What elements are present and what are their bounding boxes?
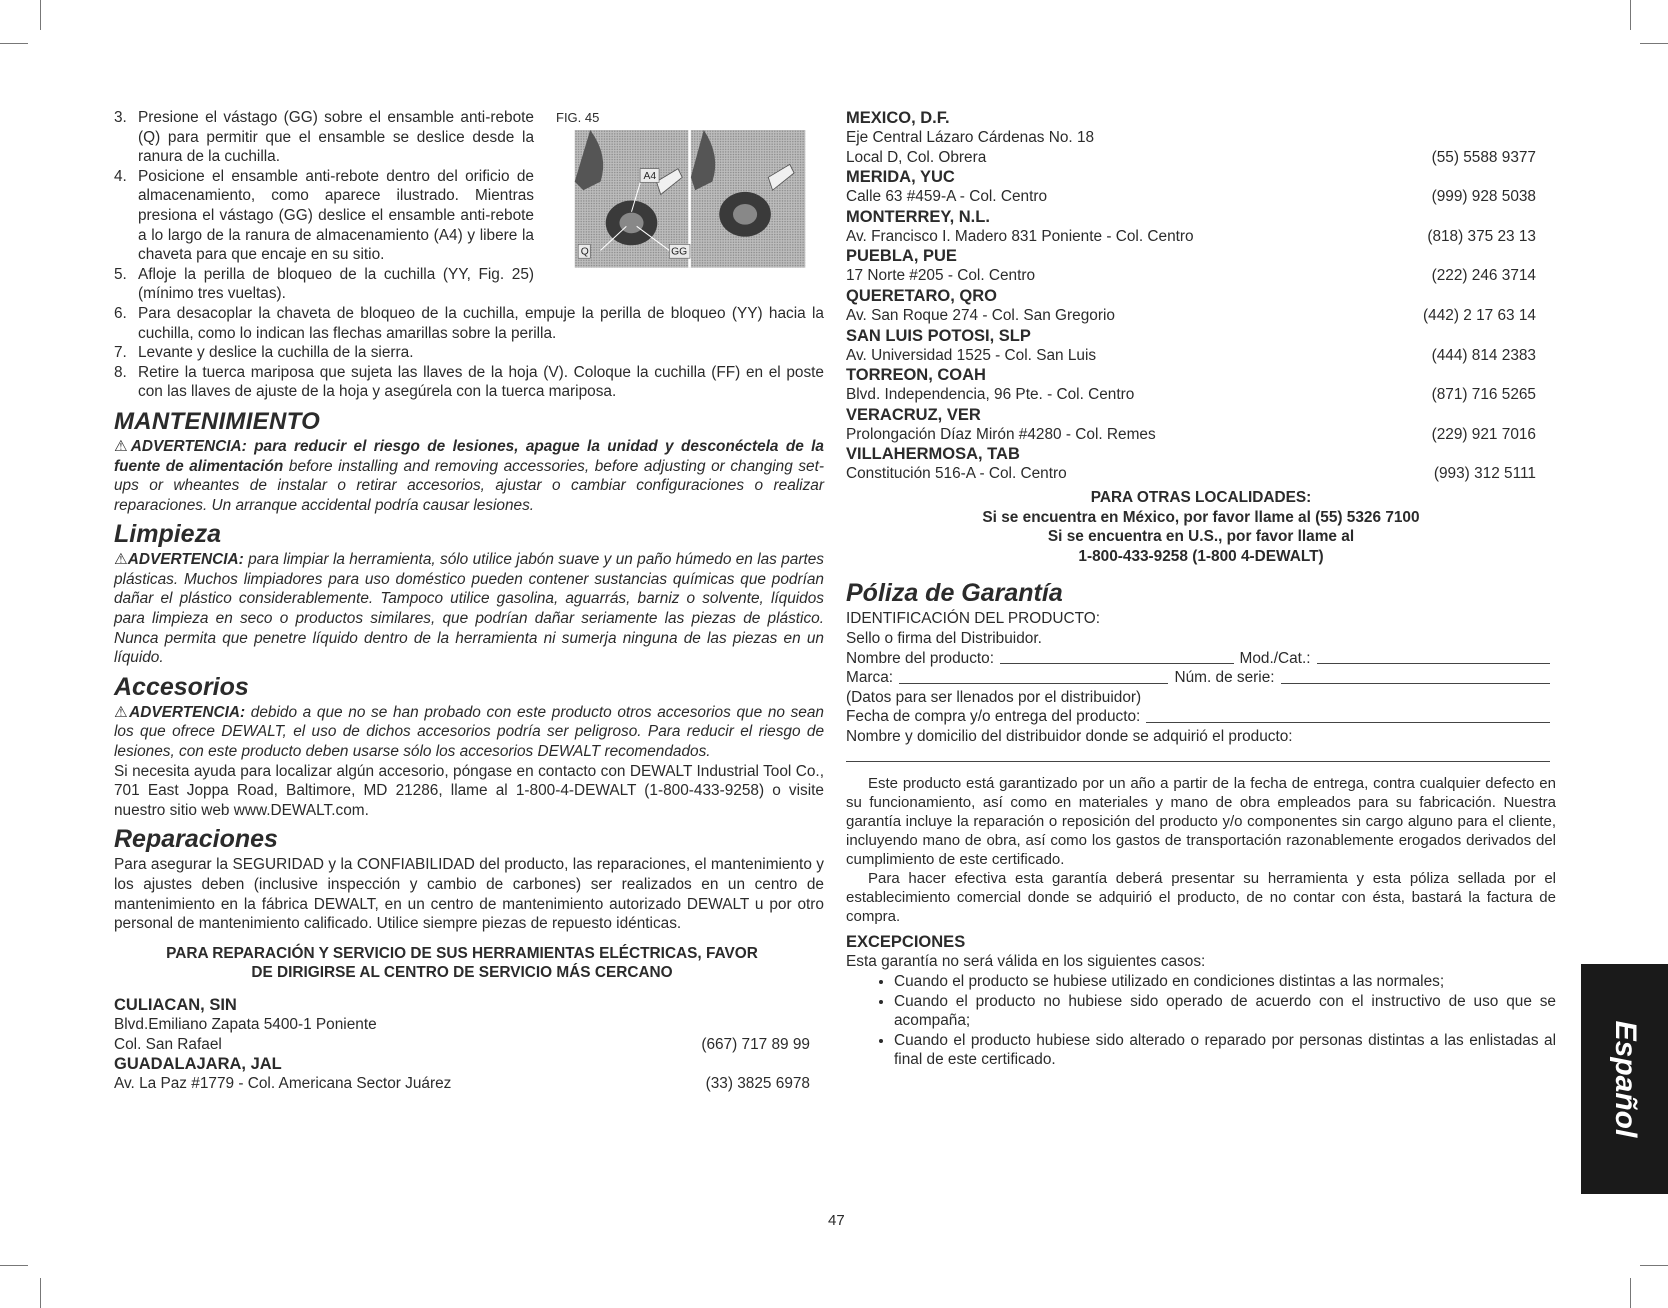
phone-number: (444) 814 2383 (1431, 346, 1536, 364)
page-number: 47 (828, 1212, 845, 1229)
warning-icon: ⚠ (114, 437, 131, 455)
phone-number: (442) 2 17 63 14 (1423, 306, 1536, 324)
service-center: VILLAHERMOSA, TAB Constitución 516-A - Col. Centro (993) 312 5111 (846, 445, 1536, 483)
service-center: GUADALAJARA, JAL Av. La Paz #1779 - Col. Americana Sector Juárez (33) 3825 6978 (114, 1055, 810, 1093)
phone-number: (33) 3825 6978 (705, 1075, 810, 1093)
warranty-paragraph-1: Este producto está garantizado por un año a partir de la fecha de entrega, contra cualquier defecto en su funcionamiento, así como en materiales y mano de obra empleados para su fabricación. Nuestra garantía incluye la reparación o reposición del producto y/o componentes sin cargo alguno para el cliente, incluyendo mano de obra, así como los gastos de transportación razonablemente erogados derivados del cumplimiento de este certificado. (846, 775, 1556, 869)
service-center: MEXICO, D.F. Eje Central Lázaro Cárdenas No. 18 Local D, Col. Obrera (55) 5588 9377 (846, 109, 1536, 166)
list-item: 7. Levante y deslice la cuchilla de la sierra. (114, 344, 414, 362)
left-column (114, 108, 824, 1094)
distributor-address-field[interactable] (846, 761, 1550, 762)
language-tab: Español (1581, 964, 1668, 1194)
section-title-mantenimiento: MANTENIMIENTO (114, 407, 321, 435)
crop-mark (1640, 1265, 1668, 1266)
form-row-date: Fecha de compra y/o entrega del producto: (846, 707, 1556, 727)
warning-mantenimiento: ⚠ADVERTENCIA: para reducir el riesgo de lesiones, apague la unidad y desconéctela de la fuente de alimentación before installing and removing accessories, before adjusting or changing set-ups or wheantes de instalar o retirar accesorios, ajustar o cambiar configuraciones o realizar reparaciones. Un arranque accidental podría causar lesiones. (114, 437, 824, 514)
callout-q: Q (580, 246, 589, 258)
reparaciones-paragraph: Para asegurar la SEGURIDAD y la CONFIABILIDAD del producto, las reparaciones, el mantenimiento y los ajustes deben (inclusive inspección y cambio de carbones) ser realizados en un centro de mantenimiento en la fábrica DEWALT, en un centro de mantenimiento autorizado DEWALT u por otro personal de mantenimiento calificado. Utilice siempre piezas de repuesto idénticas. (114, 856, 824, 933)
service-centers-right (846, 108, 1556, 484)
service-center: PUEBLA, PUE 17 Norte #205 - Col. Centro (222) 246 3714 (846, 247, 1536, 285)
service-notice: PARA REPARACIÓN Y SERVICIO DE SUS HERRAMIENTAS ELÉCTRICAS, FAVOR DE DIRIGIRSE AL CENTRO DE SERVICIO MÁS CERCANO (166, 944, 758, 982)
list-item: • Cuando el producto no hubiese sido operado de acuerdo con el instructivo de uso que se acompaña; (894, 992, 1556, 1031)
section-title-poliza: Póliza de Garantía (846, 579, 1063, 608)
crop-mark (40, 0, 41, 30)
crop-mark (0, 43, 28, 44)
steps-list-full (114, 304, 824, 402)
service-center: TORREON, COAH Blvd. Independencia, 96 Pte. - Col. Centro (871) 716 5265 (846, 366, 1536, 404)
product-name-field[interactable] (1000, 663, 1234, 664)
form-row-address (846, 746, 1556, 766)
other-locations: PARA OTRAS LOCALIDADES: Si se encuentra en México, por favor llame al (55) 5326 7100 Si se encuentra en U.S., por favor llame al 1-800-433-9258 (1-800 4-DEWALT) (982, 488, 1420, 565)
exceptions-title: EXCEPCIONES (846, 933, 966, 952)
form-row-brand: Marca: Núm. de serie: (846, 668, 1556, 688)
phone-number: (667) 717 89 99 (701, 1035, 810, 1053)
brand-field[interactable] (899, 683, 1168, 684)
list-item: 3. Presione el vástago (GG) sobre el ensamble anti-rebote (Q) para permitir que el ensamble se deslice desde la ranura de la cuchilla. (114, 109, 534, 166)
figure-label: FIG. 45 (556, 110, 600, 125)
service-center: MONTERREY, N.L. Av. Francisco I. Madero 831 Poniente - Col. Centro (818) 375 23 13 (846, 207, 1536, 245)
warranty-paragraph-2: Para hacer efectiva esta garantía deberá presentar su herramienta y esta póliza sellada por el establecimiento comercial donde se adquirió el producto, de no contar con ésta, bastará la factura de compra. (846, 870, 1556, 926)
phone-number: (229) 921 7016 (1431, 425, 1536, 443)
right-column (846, 108, 1556, 1070)
crop-mark (40, 1278, 41, 1308)
list-item: 6. Para desacoplar la chaveta de bloqueo de la cuchilla, empuje la perilla de bloqueo (YY) hacia la cuchilla, como lo indican las flechas amarillas sobre la perilla. (114, 304, 824, 342)
list-item: 8. Retire la tuerca mariposa que sujeta las llaves de la hoja (V). Coloque la cuchilla (FF) en el poste con las llaves de ajuste de la hoja y asegúrela con la tuerca mariposa. (114, 363, 824, 401)
exceptions-list (846, 972, 1556, 1070)
callout-a4: A4 (643, 171, 657, 183)
accesorios-paragraph: Si necesita ayuda para localizar algún accesorio, póngase en contacto con DEWALT Industrial Tool Co., 701 East Joppa Road, Baltimore, MD 21286, llame al 1-800-4-DEWALT (1-800-433-9258) o visite nuestro sitio web www.DEWALT.com. (114, 762, 824, 819)
phone-number: (999) 928 5038 (1431, 188, 1536, 206)
list-item: 4. Posicione el ensamble anti-rebote dentro del orificio de almacenamiento, como aparece ilustrado. Mientras presiona el vástago (GG) deslice el ensamble anti-rebote a lo largo de la ranura de almacenamiento (A4) y libere la chaveta para que encaje en su sitio. (114, 167, 534, 264)
phone-number: (871) 716 5265 (1431, 386, 1536, 404)
phone-number: (993) 312 5111 (1433, 465, 1536, 483)
crop-mark (0, 1265, 28, 1266)
section-title-limpieza: Limpieza (114, 520, 221, 549)
model-field[interactable] (1317, 663, 1551, 664)
steps-list-top (114, 108, 534, 304)
list-item: 5. Afloje la perilla de bloqueo de la cuchilla (YY, Fig. 25) (mínimo tres vueltas). (114, 265, 534, 303)
warning-accesorios: ⚠ADVERTENCIA: debido a que no se han probado con este producto otros accesorios que no sean los que ofrece DEWALT, el uso de dichos accesorios podría ser peligroso. Para reducir el riesgo de lesiones, con este producto deben usarse sólo los accesorios DEWALT recomendados. (114, 703, 824, 761)
service-center: SAN LUIS POTOSI, SLP Av. Universidad 1525 - Col. San Luis (444) 814 2383 (846, 326, 1536, 364)
serial-field[interactable] (1281, 683, 1550, 684)
service-center: QUERETARO, QRO Av. San Roque 274 - Col. San Gregorio (442) 2 17 63 14 (846, 286, 1536, 324)
phone-number: (818) 375 23 13 (1427, 227, 1536, 245)
service-centers-left (114, 995, 824, 1094)
crop-mark (1630, 0, 1631, 30)
warning-limpieza: ⚠ADVERTENCIA: para limpiar la herramienta, sólo utilice jabón suave y un paño húmedo en las partes plásticas. Muchos limpiadores para uso doméstico pueden contener sustancias químicas que podrían dañar el plástico considerablemente. Tampoco utilice gasolina, aguarrás, barniz o solvente, líquidos para limpieza en seco o productos similares, que podrían dañar seriamente las piezas de plástico. Nunca permita que penetre líquido dentro de la herramienta ni sumerja ninguna de las piezas en un líquido. (114, 551, 824, 667)
crop-mark (1630, 1278, 1631, 1308)
phone-number: (55) 5588 9377 (1431, 148, 1536, 166)
section-title-reparaciones: Reparaciones (114, 825, 278, 854)
warranty-form: IDENTIFICACIÓN DEL PRODUCTO: Sello o firma del Distribuidor. Nombre del producto: Mod./Cat.: Marca: Núm. de serie: (Datos para ser llenados por el distribuidor) Fecha de compra y/o entrega del producto: Nombre y domicilio del distribuidor donde se adquirió el producto: (846, 609, 1556, 766)
service-center: VERACRUZ, VER Prolongación Díaz Mirón #4280 - Col. Remes (229) 921 7016 (846, 405, 1536, 443)
list-item: • Cuando el producto se hubiese utilizado en condiciones distintas a las normales; (894, 972, 1556, 992)
callout-gg: GG (671, 246, 688, 258)
service-center: MERIDA, YUC Calle 63 #459-A - Col. Centro (999) 928 5038 (846, 168, 1536, 206)
purchase-date-field[interactable] (1146, 722, 1550, 723)
warning-icon: ⚠ (114, 703, 130, 721)
list-item: • Cuando el producto hubiese sido alterado o reparado por personas distintas a las enlistadas al final de este certificado. (894, 1031, 1556, 1070)
section-title-accesorios: Accesorios (114, 672, 249, 701)
exceptions-intro: Esta garantía no será válida en los siguientes casos: (846, 953, 1206, 971)
warning-icon: ⚠ (114, 551, 128, 569)
phone-number: (222) 246 3714 (1431, 267, 1536, 285)
service-center: CULIACAN, SIN Blvd.Emiliano Zapata 5400-1 Poniente Col. San Rafael (667) 717 89 99 (114, 995, 810, 1053)
crop-mark (1640, 43, 1668, 44)
form-row-product: Nombre del producto: Mod./Cat.: (846, 649, 1556, 669)
